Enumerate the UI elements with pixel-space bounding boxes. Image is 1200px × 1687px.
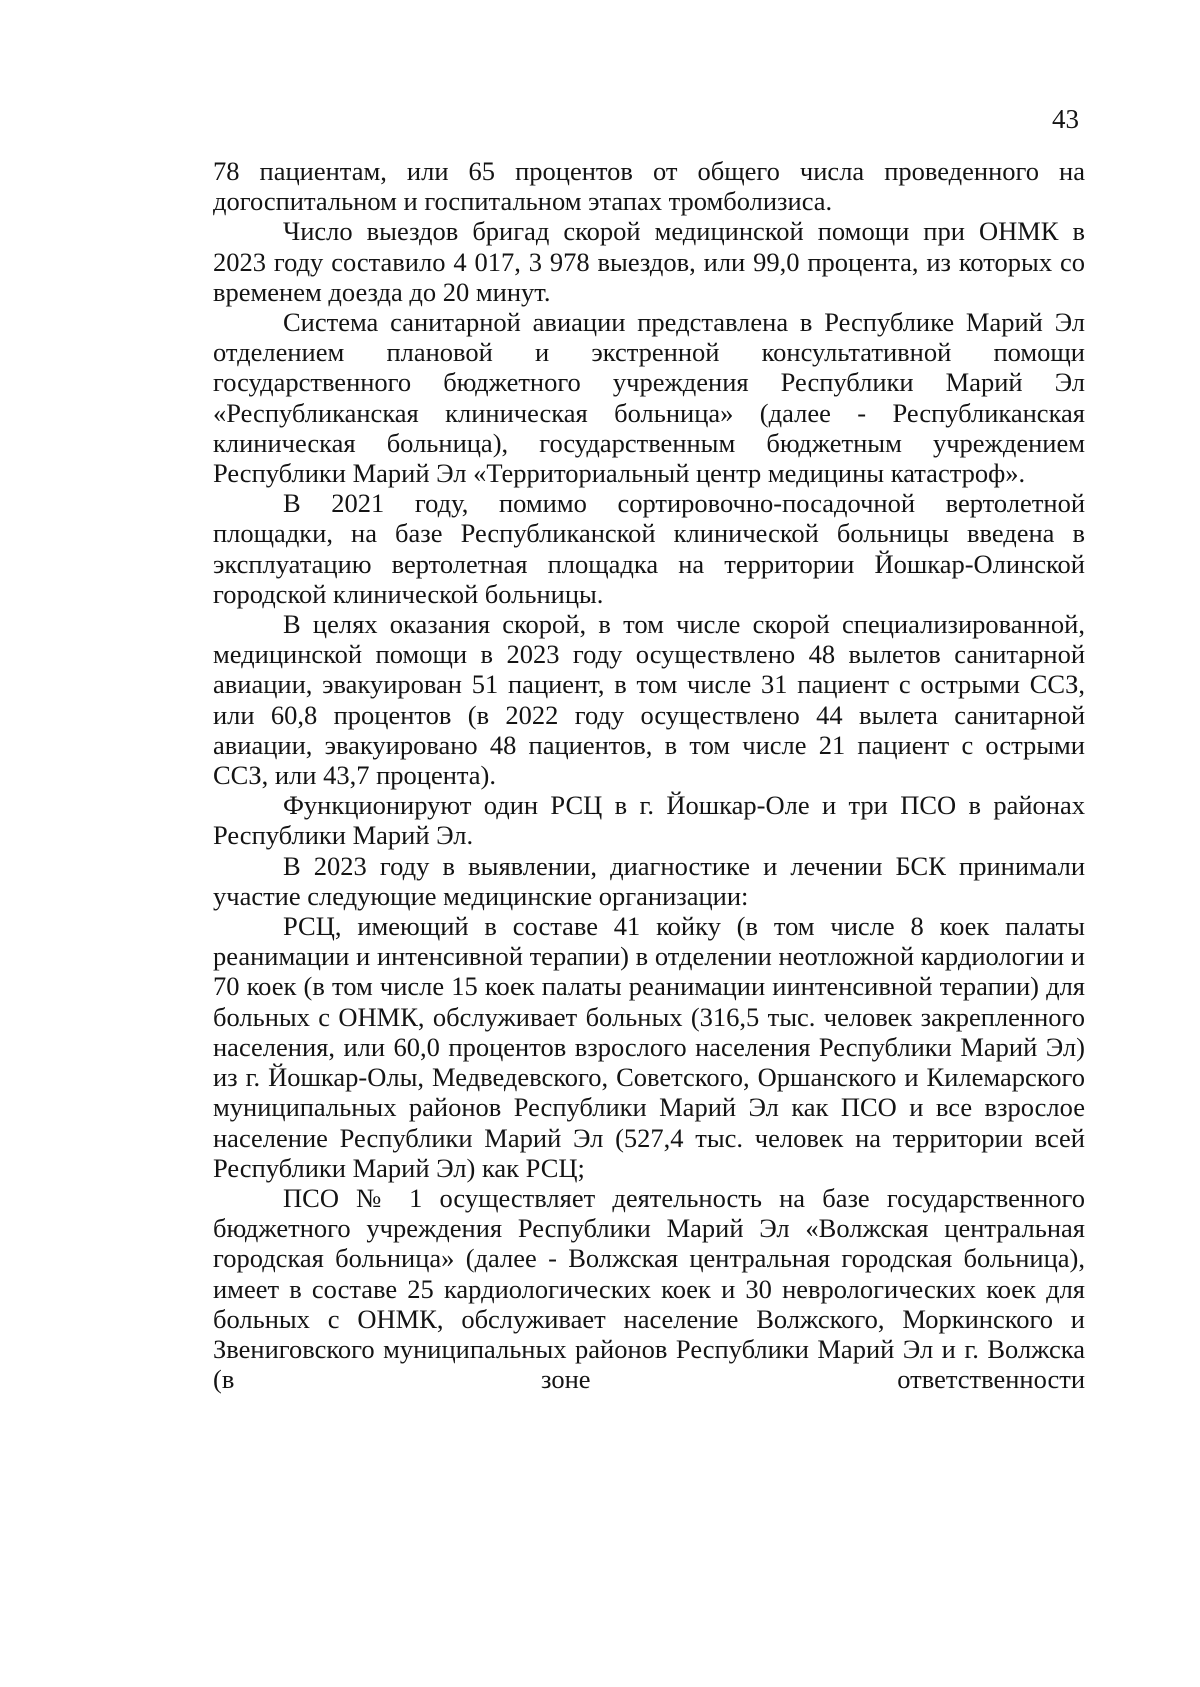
paragraph-thrombolysis-continuation: 78 пациентам, или 65 процентов от общего числа проведенного на догоспитальном и госпитальном этапах тромболизиса. — [213, 156, 1085, 217]
paragraph-helipad: В 2021 году, помимо сортировочно-посадочной вертолетной площадки, на базе Республиканской клинической больницы введена в эксплуатацию вертолетная площадка на территории Йошкар-Олинской городской клинической больницы. — [213, 488, 1085, 609]
paragraph-pso-1-description: ПСО № 1 осуществляет деятельность на базе государственного бюджетного учреждения Республики Марий Эл «Волжская центральная городская больница» (далее - Волжская центральная городская больница), имеет в составе 25 кардиологических коек и 30 неврологических коек для больных с ОНМК, обслуживает население Волжского, Моркинского и Звениговского муниципальных районов Республики Марий Эл и г. Волжска (в зоне ответственности — [213, 1182, 1085, 1395]
paragraph-sanitary-aviation-system: Система санитарной авиации представлена в Республике Марий Эл отделением плановой и экстренной консультативной помощи государственного бюджетного учреждения Республики Марий Эл «Республиканская клиническая больница» (далее - Республиканская клиническая больница), государственным бюджетным учреждением Республики Марий Эл «Территориальный центр медицины катастроф». — [213, 307, 1085, 489]
paragraph-vascular-centers: Функционируют один РСЦ в г. Йошкар-Оле и три ПСО в районах Республики Марий Эл. — [213, 790, 1085, 851]
paragraph-participating-organizations: В 2023 году в выявлении, диагностике и лечении БСК принимали участие следующие медицинские организации: — [213, 850, 1085, 911]
paragraph-aviation-flights: В целях оказания скорой, в том числе скорой специализированной, медицинской помощи в 2023 году осуществлено 48 вылетов санитарной авиации, эвакуирован 51 пациент, в том числе 31 пациент с острыми ССЗ, или 60,8 процентов (в 2022 году осуществлено 44 вылета санитарной авиации, эвакуировано 48 пациентов, в том числе 21 пациент с острыми ССЗ, или 43,7 процента). — [213, 609, 1085, 791]
paragraph-rsc-description: РСЦ, имеющий в составе 41 койку (в том числе 8 коек палаты реанимации и интенсивной терапии) в отделении неотложной кардиологии и 70 коек (в том числе 15 коек палаты реанимации иинтенсивной терапии) для больных с ОНМК, обслуживает больных (316,5 тыс. человек закрепленного населения, или 60,0 процентов взрослого населения Республики Марий Эл) из г. Йошкар-Олы, Медведевского, Советского, Оршанского и Килемарского муниципальных районов Республики Марий Эл как ПСО и все взрослое население Республики Марий Эл (527,4 тыс. человек на территории всей Республики Марий Эл) как РСЦ; — [213, 911, 1085, 1183]
body-text — [213, 156, 1085, 1394]
paragraph-ambulance-trips: Число выездов бригад скорой медицинской помощи при ОНМК в 2023 году составило 4 017, 3 978 выездов, или 99,0 процента, из которых со временем доезда до 20 минут. — [213, 216, 1085, 307]
page-number: 43 — [1052, 104, 1079, 134]
